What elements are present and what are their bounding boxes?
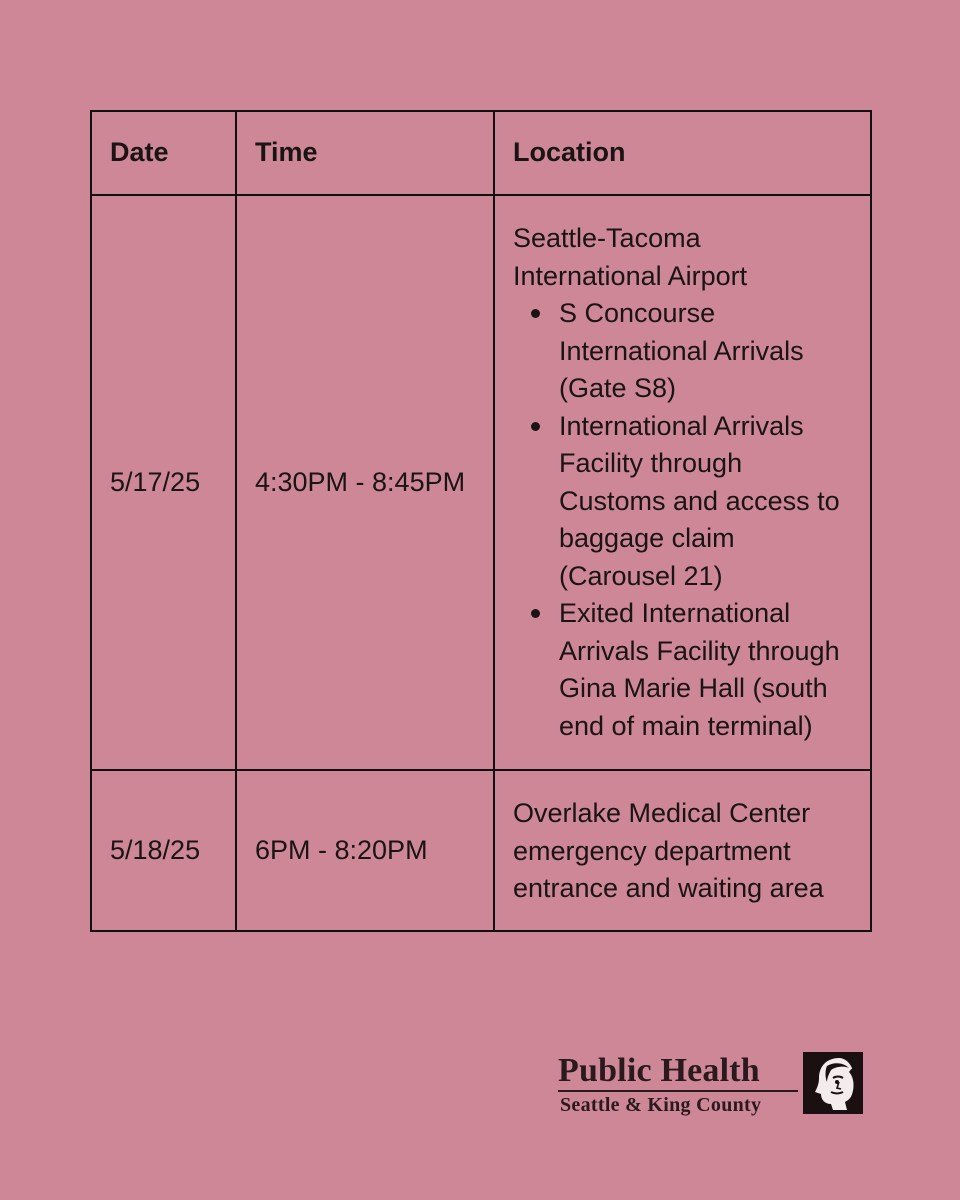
row-location [494, 195, 871, 770]
sublocation-text: S Concourse International Arrivals (Gate S8) [559, 298, 804, 403]
table-row [91, 195, 871, 770]
logo-title: Public Health [558, 1052, 760, 1089]
list-item [513, 408, 852, 596]
portrait-silhouette-icon [803, 1052, 863, 1114]
logo-subtitle: Seattle & King County [560, 1094, 762, 1116]
sublocation-text: International Arrivals Facility through Customs and access to baggage claim (Carousel 21) [559, 410, 840, 591]
row-location: Overlake Medical Center emergency department entrance and waiting area [494, 770, 871, 931]
exposure-locations-table [90, 110, 872, 932]
row-date: 5/17/25 [91, 195, 236, 770]
public-health-logo [558, 1052, 864, 1116]
header-time: Time [236, 111, 494, 195]
bullet-icon [531, 609, 540, 618]
list-item [513, 595, 852, 745]
table-row [91, 770, 871, 931]
table-header-row [91, 111, 871, 195]
list-item [513, 295, 852, 408]
bullet-icon [531, 422, 540, 431]
location-name: Seattle-Tacoma International Airport [513, 223, 748, 291]
logo-divider [558, 1090, 798, 1092]
row-date: 5/18/25 [91, 770, 236, 931]
header-location: Location [494, 111, 871, 195]
sublocation-text: Exited International Arrivals Facility through Gina Marie Hall (south end of main terminal) [559, 598, 840, 741]
bullet-icon [531, 309, 540, 318]
header-date: Date [91, 111, 236, 195]
row-time: 4:30PM - 8:45PM [236, 195, 494, 770]
sublocation-list [513, 295, 852, 745]
row-time: 6PM - 8:20PM [236, 770, 494, 931]
